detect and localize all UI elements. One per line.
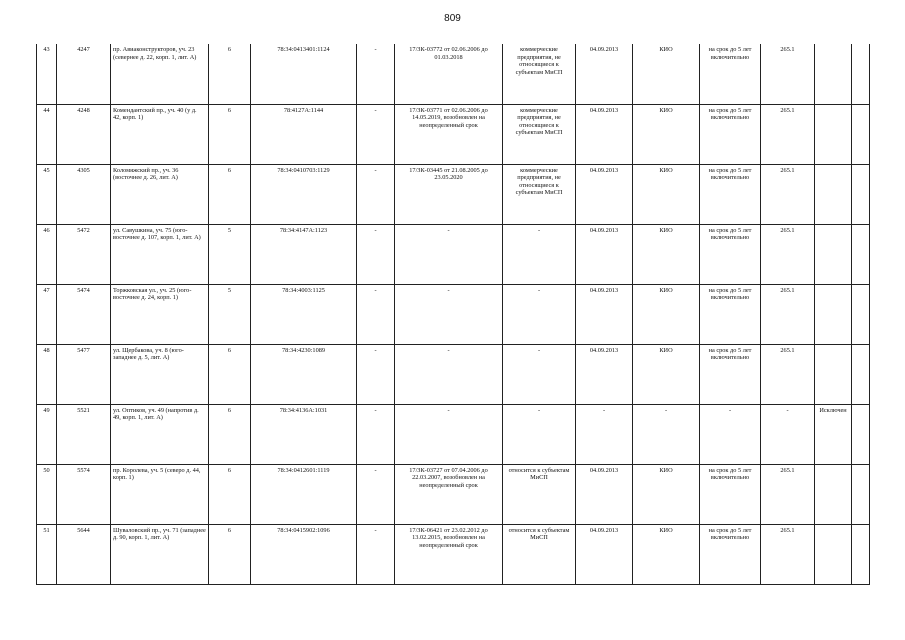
organization: КИО	[633, 164, 700, 224]
date: -	[576, 404, 633, 464]
contract: -	[395, 224, 503, 284]
code: 265.1	[761, 164, 815, 224]
address: ул. Щербакова, уч. 8 (юго-западнее д. 5, лит. А)	[111, 344, 209, 404]
cadastral-number: 78:34:0413401:1124	[251, 44, 357, 104]
object-id: 4305	[57, 164, 111, 224]
organization: КИО	[633, 224, 700, 284]
zone: 5	[209, 224, 251, 284]
organization: КИО	[633, 524, 700, 584]
organization: КИО	[633, 284, 700, 344]
status-note	[815, 524, 852, 584]
zone: 6	[209, 464, 251, 524]
term: на срок до 5 лет включительно	[700, 464, 761, 524]
cadastral-number: 78:34:4136А:1031	[251, 404, 357, 464]
table-row	[37, 284, 870, 344]
date: 04.09.2013	[576, 104, 633, 164]
column-14	[852, 464, 870, 524]
page-number: 809	[444, 13, 461, 24]
term: на срок до 5 лет включительно	[700, 164, 761, 224]
term: на срок до 5 лет включительно	[700, 344, 761, 404]
table-row	[37, 104, 870, 164]
date: 04.09.2013	[576, 524, 633, 584]
status-note	[815, 344, 852, 404]
object-id: 5472	[57, 224, 111, 284]
address: Шуваловский пр., уч. 71 (западнее д. 90, корп. 1, лит. А)	[111, 524, 209, 584]
column-14	[852, 164, 870, 224]
code: 265.1	[761, 464, 815, 524]
term: на срок до 5 лет включительно	[700, 524, 761, 584]
contract: 17/ЗК-03771 от 02.06.2006 до 14.05.2019, возобновлен на неопределенный срок	[395, 104, 503, 164]
category: -	[503, 344, 576, 404]
term: на срок до 5 лет включительно	[700, 284, 761, 344]
status-note	[815, 104, 852, 164]
column-14	[852, 224, 870, 284]
term: на срок до 5 лет включительно	[700, 104, 761, 164]
organization: КИО	[633, 344, 700, 404]
table-row	[37, 44, 870, 104]
row-number: 47	[37, 284, 57, 344]
term: на срок до 5 лет включительно	[700, 224, 761, 284]
term: -	[700, 404, 761, 464]
zone: 6	[209, 44, 251, 104]
cadastral-number: 78:34:4230:1089	[251, 344, 357, 404]
row-number: 45	[37, 164, 57, 224]
column-6: -	[357, 404, 395, 464]
date: 04.09.2013	[576, 284, 633, 344]
contract: -	[395, 284, 503, 344]
status-note: Исключен	[815, 404, 852, 464]
column-6: -	[357, 104, 395, 164]
column-6: -	[357, 224, 395, 284]
column-6: -	[357, 524, 395, 584]
category: коммерческие предприятия, не относящиеся к субъектам МиСП	[503, 164, 576, 224]
organization: КИО	[633, 104, 700, 164]
object-id: 5644	[57, 524, 111, 584]
row-number: 48	[37, 344, 57, 404]
status-note	[815, 284, 852, 344]
column-6: -	[357, 164, 395, 224]
term: на срок до 5 лет включительно	[700, 44, 761, 104]
row-number: 49	[37, 404, 57, 464]
table-row	[37, 224, 870, 284]
contract: 17/ЗК-03772 от 02.06.2006 до 01.03.2018	[395, 44, 503, 104]
category: коммерческие предприятия, не относящиеся к субъектам МиСП	[503, 104, 576, 164]
object-id: 4247	[57, 44, 111, 104]
category: относится к субъектам МиСП	[503, 524, 576, 584]
date: 04.09.2013	[576, 344, 633, 404]
zone: 6	[209, 524, 251, 584]
column-14	[852, 524, 870, 584]
zone: 6	[209, 104, 251, 164]
zone: 6	[209, 344, 251, 404]
address: Комендантский пр., уч. 40 (у д. 42, корп. 1)	[111, 104, 209, 164]
zone: 6	[209, 164, 251, 224]
zone: 6	[209, 404, 251, 464]
status-note	[815, 44, 852, 104]
object-id: 5474	[57, 284, 111, 344]
column-14	[852, 344, 870, 404]
cadastral-number: 78:34:4147А:1123	[251, 224, 357, 284]
object-id: 5521	[57, 404, 111, 464]
contract: 17/ЗК-03445 от 21.08.2005 до 23.05.2020	[395, 164, 503, 224]
column-14	[852, 104, 870, 164]
code: 265.1	[761, 344, 815, 404]
address: Торжковская ул., уч. 25 (юго-восточнее д. 24, корп. 1)	[111, 284, 209, 344]
column-6: -	[357, 44, 395, 104]
register-table	[36, 44, 870, 585]
table-row	[37, 164, 870, 224]
column-6: -	[357, 464, 395, 524]
date: 04.09.2013	[576, 464, 633, 524]
cadastral-number: 78:34:0412601:1119	[251, 464, 357, 524]
row-number: 50	[37, 464, 57, 524]
row-number: 46	[37, 224, 57, 284]
contract: -	[395, 404, 503, 464]
column-14	[852, 44, 870, 104]
category: относится к субъектам МиСП	[503, 464, 576, 524]
table-row	[37, 464, 870, 524]
date: 04.09.2013	[576, 224, 633, 284]
date: 04.09.2013	[576, 164, 633, 224]
organization: КИО	[633, 464, 700, 524]
code: 265.1	[761, 104, 815, 164]
status-note	[815, 164, 852, 224]
contract: 17/ЗК-03727 от 07.04.2006 до 22.03.2007, возобновлен на неопределенный срок	[395, 464, 503, 524]
row-number: 44	[37, 104, 57, 164]
object-id: 5574	[57, 464, 111, 524]
object-id: 5477	[57, 344, 111, 404]
category: -	[503, 284, 576, 344]
code: 265.1	[761, 224, 815, 284]
object-id: 4248	[57, 104, 111, 164]
category: -	[503, 224, 576, 284]
contract: 17/ЗК-06421 от 23.02.2012 до 13.02.2015, возобновлен на неопределенный срок	[395, 524, 503, 584]
status-note	[815, 224, 852, 284]
cadastral-number: 78:34:0415902:1096	[251, 524, 357, 584]
cadastral-number: 78:34:4003:1125	[251, 284, 357, 344]
column-6: -	[357, 284, 395, 344]
organization: -	[633, 404, 700, 464]
code: -	[761, 404, 815, 464]
code: 265.1	[761, 44, 815, 104]
cadastral-number: 78:4127А:1144	[251, 104, 357, 164]
cadastral-number: 78:34:0410703:1129	[251, 164, 357, 224]
organization: КИО	[633, 44, 700, 104]
category: коммерческие предприятия, не относящиеся к субъектам МиСП	[503, 44, 576, 104]
status-note	[815, 464, 852, 524]
code: 265.1	[761, 524, 815, 584]
column-14	[852, 284, 870, 344]
column-6: -	[357, 344, 395, 404]
zone: 5	[209, 284, 251, 344]
category: -	[503, 404, 576, 464]
row-number: 43	[37, 44, 57, 104]
address: ул. Оптиков, уч. 49 (напротив д. 49, корп. 1, лит. А)	[111, 404, 209, 464]
code: 265.1	[761, 284, 815, 344]
contract: -	[395, 344, 503, 404]
address: Коломяжский пр., уч. 36 (восточнее д. 26, лит. А)	[111, 164, 209, 224]
table-row	[37, 344, 870, 404]
row-number: 51	[37, 524, 57, 584]
address: пр. Авиаконструкторов, уч. 23 (севернее д. 22, корп. 1, лит. А)	[111, 44, 209, 104]
table-row	[37, 404, 870, 464]
table-row	[37, 524, 870, 584]
date: 04.09.2013	[576, 44, 633, 104]
address: пр. Королева, уч. 5 (северо д. 44, корп. 1)	[111, 464, 209, 524]
column-14	[852, 404, 870, 464]
address: ул. Савушкина, уч. 75 (юго-восточнее д. 107, корп. 1, лит. А)	[111, 224, 209, 284]
